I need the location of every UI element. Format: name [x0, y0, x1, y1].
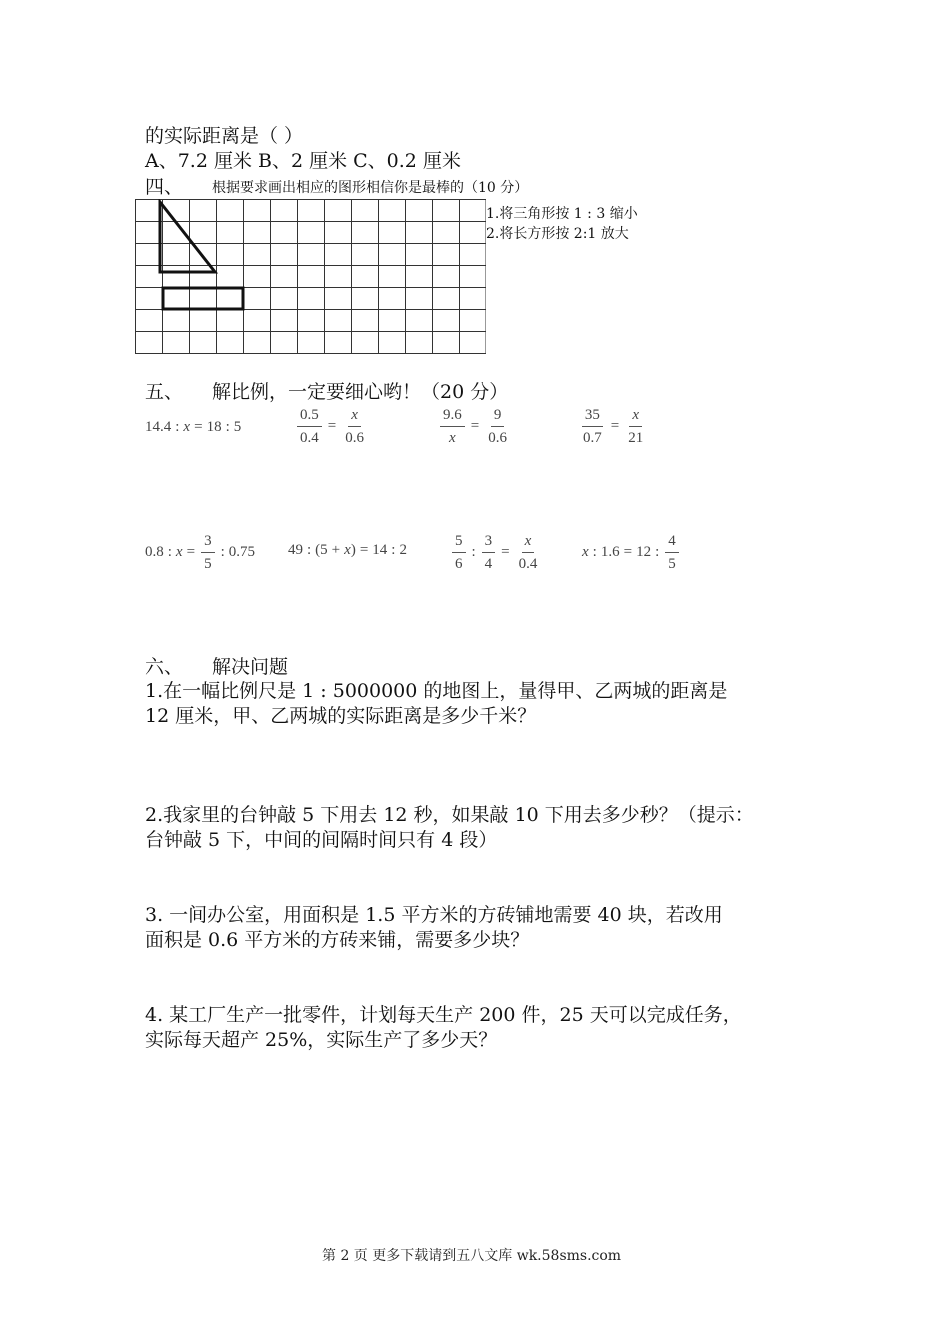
equation-3: $\frac{9.6}{x}$ = $\frac{9}{0.6}$	[438, 406, 512, 447]
section-6-number: 六、	[145, 656, 184, 678]
section-4-title: 根据要求画出相应的图形相信你是最棒的（10 分）	[212, 180, 529, 196]
problem-4-line-1: 4. 某工厂生产一批零件，计划每天生产 200 件，25 天可以完成任务，	[145, 1004, 742, 1026]
problem-2-line-2: 台钟敲 5 下，中间的间隔时间只有 4 段）	[145, 829, 498, 851]
problem-3-line-2: 面积是 0.6 平方米的方砖来铺，需要多少块？	[145, 929, 530, 951]
page-footer: 第 2 页 更多下载请到五八文库 wk.58sms.com	[322, 1248, 622, 1264]
problem-1-line-2: 12 厘米，甲、乙两城的实际距离是多少千米？	[145, 705, 537, 727]
problem-2-line-1: 2.我家里的台钟敲 5 下用去 12 秒，如果敲 10 下用去多少秒？（提示：	[145, 804, 754, 826]
instruction-1: 1.将三角形按 1 : 3 缩小	[486, 206, 638, 222]
equation-1: 14.4 : x = 18 : 5	[145, 419, 242, 435]
section-6-title: 解决问题	[212, 656, 289, 678]
equation-4: $\frac{35}{0.7}$ = $\frac{x}{21}$	[583, 407, 644, 446]
problem-3-line-1: 3. 一间办公室，用面积是 1.5 平方米的方砖铺地需要 40 块，若改用	[145, 904, 723, 926]
question-tail: 的实际距离是（ ）	[145, 125, 304, 147]
equation-5: 0.8 : x = $\frac{3}{5}$ : 0.75	[145, 533, 255, 572]
drawing-grid	[135, 199, 486, 354]
rectangle-shape	[163, 288, 243, 309]
section-5-title: 解比例，一定要细心哟！（20 分）	[212, 381, 509, 403]
equation-8: x : 1.6 = 12 : $\frac{4}{5}$	[582, 532, 681, 573]
section-5-number: 五、	[145, 381, 184, 403]
problem-4-line-2: 实际每天超产 25%，实际生产了多少天？	[145, 1029, 498, 1051]
answer-options: A、7.2 厘米 B、2 厘米 C、0.2 厘米	[145, 150, 461, 172]
section-4-number: 四、	[145, 176, 184, 198]
triangle-shape	[160, 202, 215, 272]
equation-2: $\frac{0.5}{0.4}$ = $\frac{x}{0.6}$	[295, 406, 369, 447]
instruction-2: 2.将长方形按 2:1 放大	[486, 226, 629, 242]
equation-6: 49 : (5 + x ) = 14 : 2	[288, 542, 407, 558]
equation-7: $\frac{5}{6}$ : $\frac{3}{4}$ = $\frac{x}{0.4}$	[450, 532, 542, 573]
problem-1-line-1: 1.在一幅比例尺是 1 : 5000000 的地图上，量得甲、乙两城的距离是	[145, 680, 728, 702]
